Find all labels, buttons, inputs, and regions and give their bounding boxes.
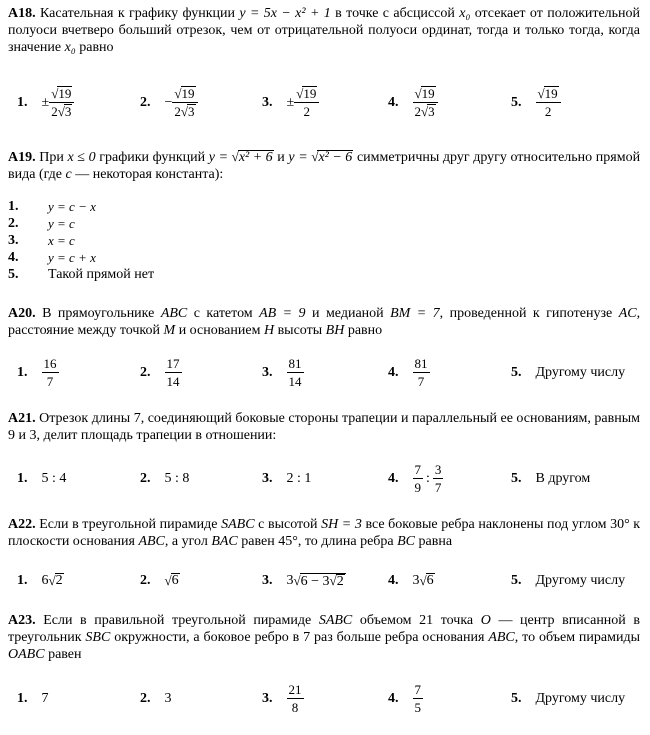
answer-option-4[interactable] — [388, 676, 423, 720]
option-text: В другом — [535, 470, 591, 486]
answer-option-2[interactable] — [140, 350, 182, 394]
answer-option-4[interactable] — [388, 350, 430, 394]
variable: ABC — [160, 306, 188, 321]
option-number: 5. — [511, 94, 522, 110]
question-number: A18. — [8, 6, 36, 21]
fraction: $\frac{7}{9}$ — [414, 461, 421, 495]
answer-option-3[interactable] — [262, 456, 311, 500]
question-text: , то длина ребра — [297, 534, 394, 549]
option-text: 5 : 8 — [164, 470, 190, 486]
question-text: в точке с абсциссой — [335, 6, 455, 21]
answer-option-2[interactable] — [8, 215, 154, 232]
variable: BH — [325, 323, 345, 338]
sign: − — [164, 94, 173, 110]
option-number: 2. — [140, 94, 151, 110]
coefficient: 2 — [414, 103, 421, 119]
question-text: — некоторая константа): — [75, 167, 224, 182]
answer-option-4[interactable] — [388, 80, 438, 124]
option-number: 1. — [8, 199, 19, 214]
option-number: 1. — [17, 690, 28, 706]
fraction: $\frac{16}{7}$ — [43, 355, 57, 389]
question-text: , расстояние между точкой — [8, 306, 641, 338]
variable: SABC — [221, 517, 255, 532]
question-text: все боковые ребра наклонены под углом — [365, 517, 607, 532]
option-number: 2. — [140, 364, 151, 380]
question-text: равно — [347, 323, 383, 338]
radicand: 3 — [188, 103, 195, 119]
question-text: с высотой — [258, 517, 318, 532]
option-number: 4. — [388, 364, 399, 380]
angle: 30° — [610, 517, 630, 532]
question-text: равен — [241, 534, 275, 549]
fraction: $\frac{√19}{2√3}$ — [172, 86, 197, 119]
option-number: 5. — [8, 267, 19, 282]
sign: ± — [286, 94, 295, 110]
option-text: Другому числу — [535, 690, 626, 706]
formula: y = 5x − x² + 1 — [239, 6, 331, 21]
option-number: 5. — [511, 364, 522, 380]
question-text: отсекает от положительной полуоси вчетверо больший отрезок, чем от отрицательной полуоси ординат, тогда и только тогда, когда значение — [8, 6, 641, 55]
variable: H — [263, 323, 275, 338]
variable: ABC — [488, 630, 515, 645]
option-text: 7 — [41, 690, 49, 706]
option-number: 4. — [388, 94, 399, 110]
radicand: 3 — [64, 103, 72, 119]
radicand: 19 — [421, 85, 435, 101]
option-text: Другому числу — [535, 572, 626, 588]
fraction: $\frac{√19}{2}$ — [536, 86, 561, 119]
variable: SABC — [318, 613, 353, 628]
question-a18 — [8, 5, 640, 56]
variable: AC — [618, 306, 637, 321]
answer-option-1[interactable]: 1. 6 √ 2 — [17, 572, 63, 588]
formula: SH = 3 — [321, 517, 362, 532]
option-number: 5. — [511, 690, 522, 706]
answer-option-5[interactable] — [511, 456, 590, 500]
fraction: $\frac{21}{8}$ — [288, 681, 302, 715]
option-number: 4. — [388, 470, 399, 486]
variable: BAC — [211, 534, 238, 549]
fraction: $\frac{81}{7}$ — [414, 355, 428, 389]
question-a21 — [8, 410, 640, 444]
question-number: A19. — [8, 150, 36, 165]
option-number: 1. — [17, 94, 28, 110]
question-text: Отрезок длины 7, соединяющий боковые стороны трапеции и параллельный ее основаниям, равным 9 и 3, делит площадь трапеции в отношении: — [8, 411, 640, 443]
question-a20 — [8, 305, 640, 339]
answer-option-5[interactable] — [511, 558, 625, 602]
variable: x₀ — [459, 6, 471, 21]
question-text: с катетом — [193, 306, 253, 321]
question-text: равен — [48, 647, 82, 662]
question-text: Если в правильной треугольной пирамиде — [43, 613, 312, 628]
answer-option-2[interactable] — [140, 676, 172, 720]
formula: y = √x² + 6 — [208, 149, 273, 165]
radicand: 2 — [55, 573, 63, 588]
answer-option-4[interactable] — [8, 249, 154, 266]
question-text: , то объем пирамиды — [514, 630, 641, 645]
fraction: $\frac{√19}{2√3}$ — [49, 86, 74, 119]
sign: ± — [41, 94, 50, 110]
option-number: 5. — [511, 572, 522, 588]
option-text: 5 : 4 — [41, 470, 67, 486]
option-number: 5. — [511, 470, 522, 486]
question-text: и медианой — [312, 306, 384, 321]
answer-list-a19 — [8, 198, 154, 283]
question-text: к плоскости основания — [8, 517, 641, 549]
fraction: $\frac{7}{5}$ — [414, 681, 421, 715]
option-number: 3. — [262, 690, 273, 706]
option-number: 1. — [17, 470, 28, 486]
answer-option-5[interactable] — [8, 266, 154, 283]
answer-option-1[interactable] — [17, 456, 66, 500]
question-text: Если в треугольной пирамиде — [39, 517, 218, 532]
question-a19 — [8, 148, 640, 183]
radicand: 19 — [303, 85, 317, 101]
answer-option-3[interactable] — [262, 350, 304, 394]
fraction: $\frac{√19}{2}$ — [294, 86, 319, 119]
formula: y = √x² − 6 — [288, 149, 353, 165]
option-number: 4. — [388, 572, 399, 588]
answer-option-1[interactable] — [17, 80, 74, 124]
question-text: , проведенной к гипотенузе — [439, 306, 613, 321]
answer-option-5[interactable] — [511, 350, 625, 394]
radicand: 6 − 3√2 — [300, 572, 344, 589]
question-text: симметричны друг другу относительно прямой вида (где — [8, 150, 641, 182]
answer-row-a20 — [0, 350, 650, 394]
radicand: 6 — [171, 573, 179, 588]
variable: BC — [397, 534, 416, 549]
answer-row-a23 — [0, 676, 650, 720]
radicand: 6 — [426, 573, 434, 588]
fraction: $\frac{17}{14}$ — [166, 355, 180, 389]
question-number: A21. — [8, 411, 36, 426]
variable: O — [480, 613, 491, 628]
option-text: 3 — [164, 690, 172, 706]
question-text: равно — [79, 40, 114, 55]
answer-option-2[interactable] — [140, 80, 198, 124]
condition: x ≤ 0 — [67, 150, 96, 165]
option-number: 3. — [262, 470, 273, 486]
option-number: 2. — [140, 690, 151, 706]
answer-option-3[interactable] — [262, 676, 304, 720]
question-number: A20. — [8, 306, 36, 321]
radicand: 19 — [544, 85, 558, 101]
fraction: $\frac{√19}{2√3}$ — [413, 86, 438, 119]
answer-option-3[interactable]: 3. 3 √ 6 − 3√2 — [262, 572, 344, 589]
option-number: 1. — [17, 364, 28, 380]
variable: OABC — [8, 647, 45, 662]
question-text: равна — [418, 534, 453, 549]
question-a22 — [8, 516, 640, 550]
answer-option-4[interactable]: 4. 3 √ 6 — [388, 572, 434, 588]
coefficient: 2 — [51, 103, 58, 119]
formula: AB = 9 — [259, 306, 306, 321]
option-text: y = c − x — [48, 199, 96, 214]
answer-option-2[interactable]: 2. √ 6 — [140, 572, 179, 588]
option-text: Такой прямой нет — [48, 267, 155, 282]
answer-option-5[interactable] — [511, 80, 561, 124]
question-text: — центр вписанной в треугольник — [8, 613, 640, 645]
answer-option-3[interactable] — [262, 80, 319, 124]
option-number: 4. — [8, 250, 19, 265]
question-text: При — [39, 150, 64, 165]
radicand: 19 — [58, 85, 72, 101]
question-text: и основанием — [178, 323, 261, 338]
formula: BM = 7 — [390, 306, 440, 321]
option-number: 1. — [17, 572, 28, 588]
variable: c — [65, 167, 72, 182]
question-number: A23. — [8, 613, 36, 628]
question-text: графики функций — [99, 150, 206, 165]
option-text: Другому числу — [535, 364, 626, 380]
answer-option-4[interactable]: 4. $\frac{7}{9}$ : $\frac{3}{7}$ — [388, 461, 442, 495]
question-a23 — [8, 612, 640, 663]
variable: x₀ — [64, 40, 76, 55]
answer-row-a18 — [0, 80, 650, 124]
answer-option-2[interactable] — [140, 456, 189, 500]
option-number: 3. — [262, 94, 273, 110]
angle: 45° — [278, 534, 298, 549]
answer-row-a21 — [0, 456, 650, 500]
option-text: y = c + x — [48, 250, 96, 265]
question-text: объемом 21 точка — [359, 613, 474, 628]
question-text: В прямоугольнике — [42, 306, 155, 321]
option-text: 2 : 1 — [286, 470, 312, 486]
question-text: Касательная к графику функции — [40, 6, 235, 21]
question-text: , а угол — [164, 534, 208, 549]
variable: SBC — [85, 630, 111, 645]
fraction: $\frac{81}{14}$ — [288, 355, 302, 389]
option-text: y = c — [48, 216, 75, 231]
option-number: 2. — [140, 470, 151, 486]
question-text: высоты — [277, 323, 323, 338]
variable: M — [163, 323, 176, 338]
answer-option-1[interactable] — [17, 676, 49, 720]
question-text: и — [277, 150, 285, 165]
answer-option-3[interactable] — [8, 232, 154, 249]
radicand: 3 — [428, 103, 435, 119]
option-text: x = c — [48, 233, 75, 248]
option-number: 2. — [8, 216, 19, 231]
answer-option-5[interactable] — [511, 676, 625, 720]
coefficient: 2 — [174, 103, 181, 119]
option-number: 3. — [262, 364, 273, 380]
denominator: 2 — [544, 103, 552, 119]
variable: ABC — [138, 534, 165, 549]
question-number: A22. — [8, 517, 36, 532]
answer-row-a22 — [0, 558, 650, 602]
denominator: 2 — [303, 103, 310, 119]
radicand: 19 — [181, 85, 195, 101]
fraction: $\frac{3}{7}$ — [434, 461, 442, 495]
answer-option-1[interactable] — [17, 350, 59, 394]
option-number: 3. — [8, 233, 19, 248]
option-number: 2. — [140, 572, 151, 588]
option-number: 4. — [388, 690, 399, 706]
question-text: окружности, а боковое ребро в 7 раз больше ребра основания — [114, 630, 485, 645]
option-number: 3. — [262, 572, 273, 588]
answer-option-1[interactable] — [8, 198, 154, 215]
